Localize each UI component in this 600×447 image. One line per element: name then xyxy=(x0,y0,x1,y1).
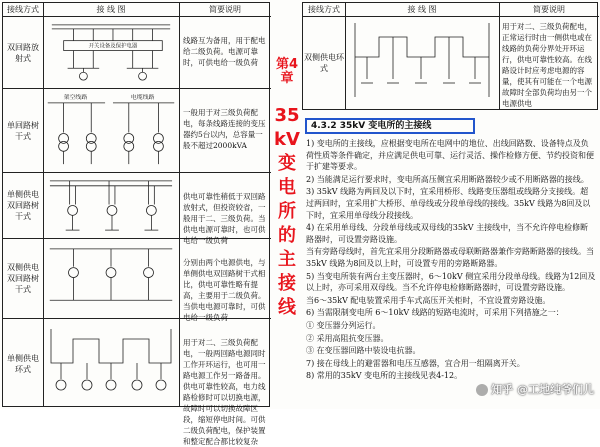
header-wiring-type: 接线方式 xyxy=(3,3,43,17)
watermark-icon xyxy=(476,384,488,396)
paragraph: 1) 变电所的主接线，应根据变电所在电网中的地位、出线回路数、设备特点及负荷性质等条件确定，并应满足供电可靠、运行灵活、操作检修方便、节约投资和便于扩建等要求。 xyxy=(306,139,594,172)
header-diagram: 接 线 图 xyxy=(345,3,499,17)
row-label: 双侧供电双回路树干式 xyxy=(7,263,39,294)
wiring-table xyxy=(2,2,270,446)
header-diagram: 接 线 图 xyxy=(43,3,179,17)
row-label: 单回路树干式 xyxy=(7,120,39,141)
paragraph: 2) 当能满足运行要求时，变电所高压侧宜采用断路器较少或不用断路器的接线。 xyxy=(306,174,589,184)
left-page xyxy=(0,0,272,446)
header-description: 简要说明 xyxy=(179,3,271,17)
diagram-dual-ring xyxy=(345,17,499,109)
section-heading: 4.3.2 35kV 变电所的主接线 xyxy=(305,118,475,134)
paragraph: ② 采用高阻抗变压器。 xyxy=(306,333,389,343)
right-page xyxy=(272,0,600,409)
row-label: 双回路放射式 xyxy=(7,42,39,63)
row-description: 供电可靠性稍低于双回路放射式，但投资较省，一般用于二、三级负荷。当供电电源可靠时，也可供电给一级负荷 xyxy=(183,192,266,245)
paragraph: 3) 35kV 线路为两回及以下时，宜采用桥形、线路变压器组或线路分支接线。超过两回时，宜采用扩大桥形、单母线或分段单母线的接线。35kV 线路为8回及以下时，宜采用单母线分段接线。 xyxy=(306,187,591,220)
paragraph: 6) 当需限制变电所 6～10kV 线路的短路电流时，可采用下列措施之一： xyxy=(306,308,564,318)
body-text xyxy=(306,138,596,383)
diagram-single-ring xyxy=(43,319,179,408)
table-row xyxy=(3,17,271,89)
watermark: 知乎 @工地纯爷们儿 xyxy=(476,381,594,397)
diagram-double-radial xyxy=(43,17,179,88)
paragraph: 8) 常用的35kV 变电所的主接线见表4-12。 xyxy=(306,371,463,381)
table-row xyxy=(3,89,271,173)
diagram-single-double-trunk xyxy=(43,173,179,238)
vertical-title: 35 kV 变 电 所 的 主 接 线 xyxy=(274,105,300,318)
row-description: 用于对二、三级负荷配电，一般两回路电源同时工作开环运行，也可用一路电源工作另一路备用。供电可靠性较高，电力线路检修时可以切换电源，故障时可以切换故障区段，缩短停电时间。可供二级负荷配电，保护装置和整定配合都比较复杂 xyxy=(183,338,266,446)
paragraph: 5) 当变电所装有两台主变压器时，6～10kV 侧宜采用分段单母线。线路为12回及以上时，亦可采用双母线。当不允许停电检修断路器时，可设置旁路设施。 xyxy=(306,271,596,293)
table-row xyxy=(3,319,271,446)
row-label: 单侧供电双回路树干式 xyxy=(7,190,39,221)
diagram-dual-double-trunk xyxy=(43,239,179,318)
row-description: 用于对二、三级负荷配电，正常运行时由一侧供电或在线路的负荷分界处开环运行，供电可靠性较高。在线路设计时应考虑电源的容量，使其有可能在一个电源故障时全部负荷均由另一个电源供电 xyxy=(502,22,592,108)
diagram-single-trunk xyxy=(43,89,179,172)
row-description: 分别由两个电源供电，与单侧供电双回路树干式相比，供电可靠性略有提高，主要用于二级负荷。当供电电源可靠时，可供电给一级负荷 xyxy=(183,258,266,322)
chapter-tag: 第4章 xyxy=(275,57,299,86)
row-description: 线路互为备用，用于配电给二级负荷。电源可靠时，可供电给一级负荷 xyxy=(183,36,266,67)
paragraph: ③ 在变压器回路中装设电抗器。 xyxy=(306,346,421,356)
diagram-label: 开关设备及保护电器 xyxy=(88,43,138,50)
header-wiring-type: 接线方式 xyxy=(303,3,345,17)
wiring-table-continued xyxy=(302,2,598,110)
diagram-label-cable: 电缆线路 xyxy=(130,94,155,101)
row-description: 一般用于对三级负荷配电，每条线路连接的变压器约5台以内，总容量一般不超过2000kVA xyxy=(183,108,266,150)
paragraph: 4) 在采用单母线、分段单母线或双母线的35kV 主接线中，当不允许停电检修断路器时，可设置旁路设施。 xyxy=(306,223,589,244)
row-label: 双侧供电环式 xyxy=(304,53,344,73)
header-description: 简要说明 xyxy=(499,3,599,17)
paragraph: ① 变压器分列运行。 xyxy=(306,320,381,330)
table-row xyxy=(3,239,271,322)
diagram-label-overhead: 架空线路 xyxy=(63,94,88,101)
paragraph: 当有旁路母线时，首先宜采用分段断路器或母联断路器兼作旁路断路器的接线。当35kV 线路为8回及以上时，可设置专用的旁路断路器。 xyxy=(306,247,594,268)
table-row xyxy=(3,173,271,245)
paragraph: 7) 接在母线上的避雷器和电压互感器，宜合用一组隔离开关。 xyxy=(306,358,525,368)
row-label: 单侧供电环式 xyxy=(7,353,39,374)
paragraph: 当6～35kV 配电装置采用手车式高压开关柜时，不宜设置旁路设施。 xyxy=(306,295,551,305)
